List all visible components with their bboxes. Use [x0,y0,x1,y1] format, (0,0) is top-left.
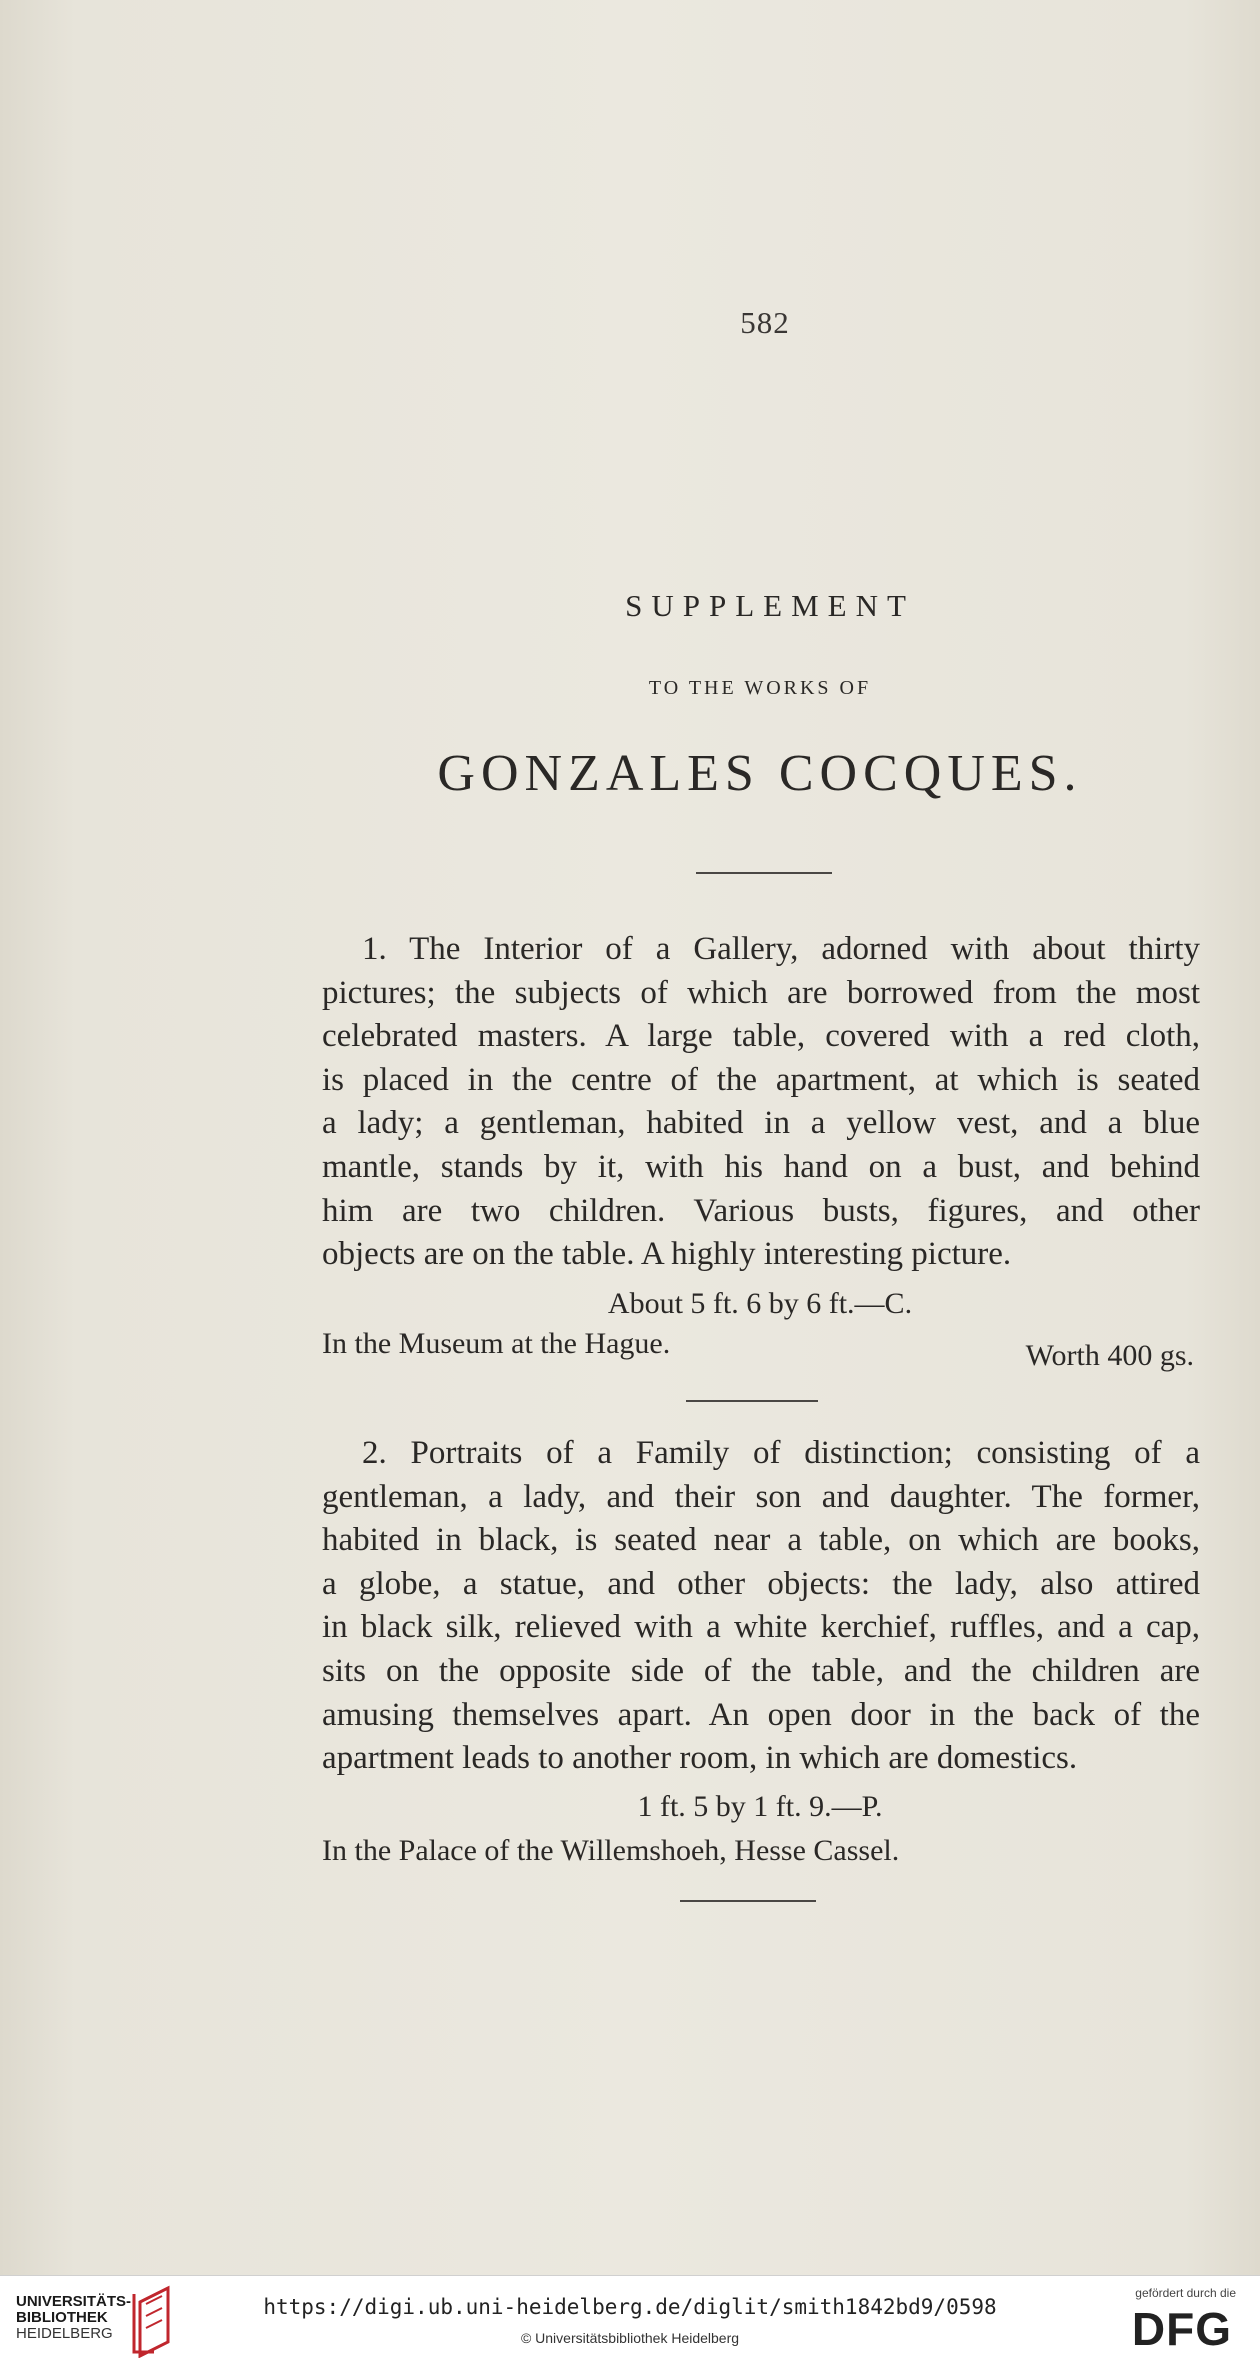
page-number: 582 [740,305,790,340]
section-subheading: TO THE WORKS OF [648,677,872,699]
entry-line: 2. Portraits of a Family of distinction; consisting of a [362,1435,1200,1471]
library-line-2: BIBLIOTHEK [16,2309,108,2326]
entry-2-location: In the Palace of the Willemshoeh, Hesse Cassel. [322,1834,900,1867]
entry-line: apartment leads to another room, in which are domestics. [322,1740,1078,1777]
document-url-link[interactable]: https://digi.ub.uni-heidelberg.de/diglit/smith1842bd9/0598 [263,2295,997,2319]
entry-line: amusing themselves apart. An open door in the back of the [322,1696,1200,1733]
entry-divider [686,1400,818,1402]
entry-line: 1. The Interior of a Gallery, adorned with about thirty [362,931,1200,967]
title-divider [696,872,832,874]
entry-1-description [322,928,1200,1277]
entry-line: a lady; a gentleman, habited in a yellow vest, and a blue [322,1105,1200,1142]
funding-label: gefördert durch die [1135,2286,1236,2300]
entry-line: mantle, stands by it, with his hand on a bust, and behind [322,1148,1200,1185]
entry-1-location: In the Museum at the Hague. [322,1327,671,1360]
viewer-footer [0,2275,1260,2366]
copyright-notice: © Universitätsbibliothek Heidelberg [520,2330,740,2346]
entry-line: sits on the opposite side of the table, and the children are [322,1652,1200,1689]
entry-line: objects are on the table. A highly interesting picture. [322,1236,1012,1273]
entry-line: him are two children. Various busts, figures, and other [322,1192,1200,1229]
entry-1-dimensions: About 5 ft. 6 by 6 ft.—C. [607,1287,913,1320]
entry-line: a globe, a statue, and other objects: the lady, also attired [322,1565,1200,1602]
entry-line: gentleman, a lady, and their son and daughter. The former, [322,1478,1200,1515]
library-line-3: HEIDELBERG [16,2325,113,2342]
entry-line: celebrated masters. A large table, covered with a red cloth, [322,1018,1200,1055]
entry-line: in black silk, relieved with a white kerchief, ruffles, and a cap, [322,1609,1200,1646]
entry-1-worth: Worth 400 gs. [1025,1339,1194,1372]
entry-2-dimensions: 1 ft. 5 by 1 ft. 9.—P. [637,1790,883,1823]
section-heading: SUPPLEMENT [625,588,915,623]
end-divider [680,1900,816,1902]
dfg-logo: DFG [1131,2303,1232,2355]
entry-line: habited in black, is seated near a table, on which are books, [322,1522,1200,1559]
entry-2-description [322,1432,1200,1781]
entry-line: pictures; the subjects of which are borrowed from the most [322,974,1200,1011]
library-logo-icon [128,2282,176,2358]
library-line-1: UNIVERSITÄTS- [16,2293,132,2310]
entry-line: is placed in the centre of the apartment, at which is seated [322,1061,1200,1098]
artist-title: GONZALES COCQUES. [437,745,1083,802]
